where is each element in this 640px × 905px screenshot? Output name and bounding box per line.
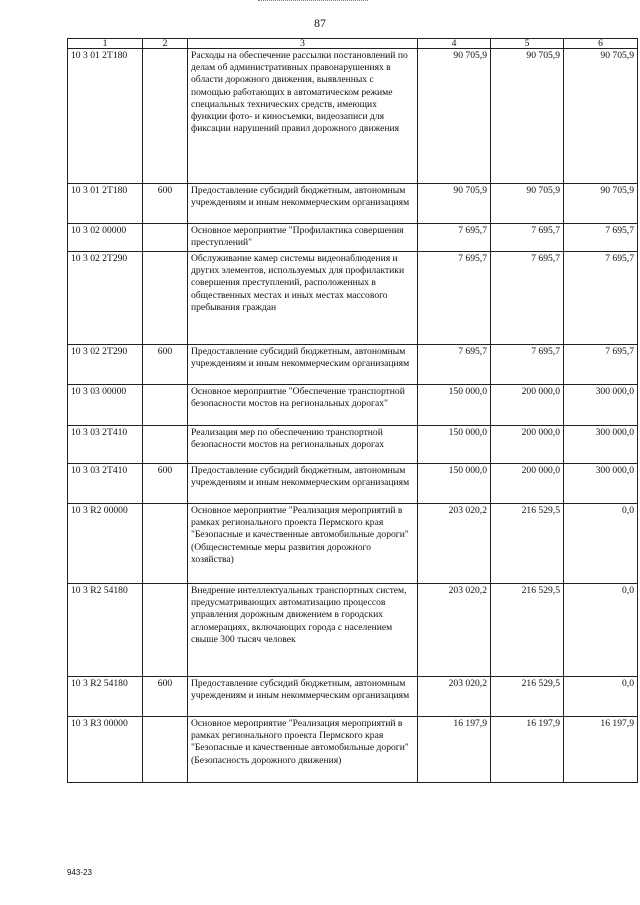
value-cell: 200 000,0 bbox=[491, 426, 564, 464]
column-header: 6 bbox=[564, 39, 638, 49]
table-row bbox=[68, 252, 638, 345]
value-cell: 216 529,5 bbox=[491, 677, 564, 717]
value-cell: 16 197,9 bbox=[564, 717, 638, 783]
table-row bbox=[68, 426, 638, 464]
vr-cell: 600 bbox=[143, 464, 188, 504]
value-cell: 90 705,9 bbox=[491, 49, 564, 184]
code-cell: 10 3 02 2Т290 bbox=[68, 345, 143, 385]
value-cell: 7 695,7 bbox=[564, 224, 638, 252]
value-cell: 7 695,7 bbox=[564, 252, 638, 345]
value-cell: 90 705,9 bbox=[564, 184, 638, 224]
table-row bbox=[68, 224, 638, 252]
value-cell: 7 695,7 bbox=[491, 224, 564, 252]
code-cell: 10 3 R3 00000 bbox=[68, 717, 143, 783]
table-row bbox=[68, 677, 638, 717]
code-cell: 10 3 02 00000 bbox=[68, 224, 143, 252]
value-cell: 300 000,0 bbox=[564, 385, 638, 426]
value-cell: 203 020,2 bbox=[418, 504, 491, 584]
value-cell: 7 695,7 bbox=[418, 252, 491, 345]
vr-cell bbox=[143, 49, 188, 184]
value-cell: 7 695,7 bbox=[564, 345, 638, 385]
code-cell: 10 3 03 2Т410 bbox=[68, 426, 143, 464]
code-cell: 10 3 02 2Т290 bbox=[68, 252, 143, 345]
vr-cell bbox=[143, 252, 188, 345]
code-cell: 10 3 R2 54180 bbox=[68, 584, 143, 677]
value-cell: 150 000,0 bbox=[418, 464, 491, 504]
name-cell: Внедрение интеллектуальных транспортных систем, предусматривающих автоматизацию процессов управления дорожным движением в городских агломерациях, включающих города с населением свыше 300 тысяч человек bbox=[188, 584, 418, 677]
table-row bbox=[68, 464, 638, 504]
budget-table bbox=[67, 38, 638, 783]
code-cell: 10 3 01 2Т180 bbox=[68, 49, 143, 184]
code-cell: 10 3 R2 00000 bbox=[68, 504, 143, 584]
name-cell: Основное мероприятие "Профилактика совершения преступлений" bbox=[188, 224, 418, 252]
value-cell: 300 000,0 bbox=[564, 426, 638, 464]
column-header: 5 bbox=[491, 39, 564, 49]
table-row bbox=[68, 184, 638, 224]
name-cell: Реализация мер по обеспечению транспортной безопасности мостов на региональных дорогах bbox=[188, 426, 418, 464]
vr-cell bbox=[143, 717, 188, 783]
value-cell: 16 197,9 bbox=[491, 717, 564, 783]
code-cell: 10 3 R2 54180 bbox=[68, 677, 143, 717]
header-row bbox=[68, 39, 638, 49]
value-cell: 200 000,0 bbox=[491, 464, 564, 504]
name-cell: Расходы на обеспечение рассылки постановлений по делам об административных правонарушениях в области дорожного движения, выявленных с помощью работающих в автоматическом режиме специальных технических средств, имеющих функции фото- и киносъемки, видеозаписи для фиксации нарушений правил дорожного движения bbox=[188, 49, 418, 184]
value-cell: 90 705,9 bbox=[418, 184, 491, 224]
scan-artifact bbox=[258, 0, 368, 4]
value-cell: 150 000,0 bbox=[418, 385, 491, 426]
value-cell: 7 695,7 bbox=[418, 224, 491, 252]
column-header: 1 bbox=[68, 39, 143, 49]
value-cell: 203 020,2 bbox=[418, 584, 491, 677]
value-cell: 0,0 bbox=[564, 504, 638, 584]
table-row bbox=[68, 49, 638, 184]
column-header: 4 bbox=[418, 39, 491, 49]
value-cell: 0,0 bbox=[564, 584, 638, 677]
code-cell: 10 3 03 00000 bbox=[68, 385, 143, 426]
vr-cell: 600 bbox=[143, 184, 188, 224]
table-row bbox=[68, 345, 638, 385]
name-cell: Предоставление субсидий бюджетным, автономным учреждениям и иным некоммерческим организациям bbox=[188, 677, 418, 717]
code-cell: 10 3 03 2Т410 bbox=[68, 464, 143, 504]
name-cell: Основное мероприятие "Обеспечение транспортной безопасности мостов на региональных дорогах" bbox=[188, 385, 418, 426]
column-header: 2 bbox=[143, 39, 188, 49]
code-cell: 10 3 01 2Т180 bbox=[68, 184, 143, 224]
name-cell: Предоставление субсидий бюджетным, автономным учреждениям и иным некоммерческим организациям bbox=[188, 345, 418, 385]
vr-cell bbox=[143, 426, 188, 464]
value-cell: 90 705,9 bbox=[564, 49, 638, 184]
value-cell: 90 705,9 bbox=[491, 184, 564, 224]
value-cell: 90 705,9 bbox=[418, 49, 491, 184]
value-cell: 200 000,0 bbox=[491, 385, 564, 426]
name-cell: Основное мероприятие "Реализация мероприятий в рамках регионального проекта Пермского края "Безопасные и качественные автомобильные дороги" (Безопасность дорожного движения) bbox=[188, 717, 418, 783]
vr-cell bbox=[143, 224, 188, 252]
value-cell: 16 197,9 bbox=[418, 717, 491, 783]
vr-cell: 600 bbox=[143, 677, 188, 717]
value-cell: 7 695,7 bbox=[491, 252, 564, 345]
name-cell: Предоставление субсидий бюджетным, автономным учреждениям и иным некоммерческим организациям bbox=[188, 464, 418, 504]
value-cell: 203 020,2 bbox=[418, 677, 491, 717]
table-row bbox=[68, 504, 638, 584]
value-cell: 216 529,5 bbox=[491, 584, 564, 677]
name-cell: Предоставление субсидий бюджетным, автономным учреждениям и иным некоммерческим организациям bbox=[188, 184, 418, 224]
document-id: 943-23 bbox=[67, 868, 92, 877]
table-row bbox=[68, 385, 638, 426]
table-row bbox=[68, 584, 638, 677]
column-header: 3 bbox=[188, 39, 418, 49]
vr-cell bbox=[143, 385, 188, 426]
value-cell: 0,0 bbox=[564, 677, 638, 717]
page-number: 87 bbox=[314, 16, 326, 30]
value-cell: 7 695,7 bbox=[491, 345, 564, 385]
vr-cell: 600 bbox=[143, 345, 188, 385]
name-cell: Обслуживание камер системы видеонаблюдения и других элементов, используемых для профилактики совершения преступлений, расположенных в общественных местах и иных местах массового пребывания граждан bbox=[188, 252, 418, 345]
value-cell: 7 695,7 bbox=[418, 345, 491, 385]
value-cell: 300 000,0 bbox=[564, 464, 638, 504]
name-cell: Основное мероприятие "Реализация мероприятий в рамках регионального проекта Пермского края "Безопасные и качественные автомобильные дороги" (Общесистемные меры развития дорожного хозяйства) bbox=[188, 504, 418, 584]
vr-cell bbox=[143, 504, 188, 584]
vr-cell bbox=[143, 584, 188, 677]
value-cell: 216 529,5 bbox=[491, 504, 564, 584]
value-cell: 150 000,0 bbox=[418, 426, 491, 464]
table-row bbox=[68, 717, 638, 783]
